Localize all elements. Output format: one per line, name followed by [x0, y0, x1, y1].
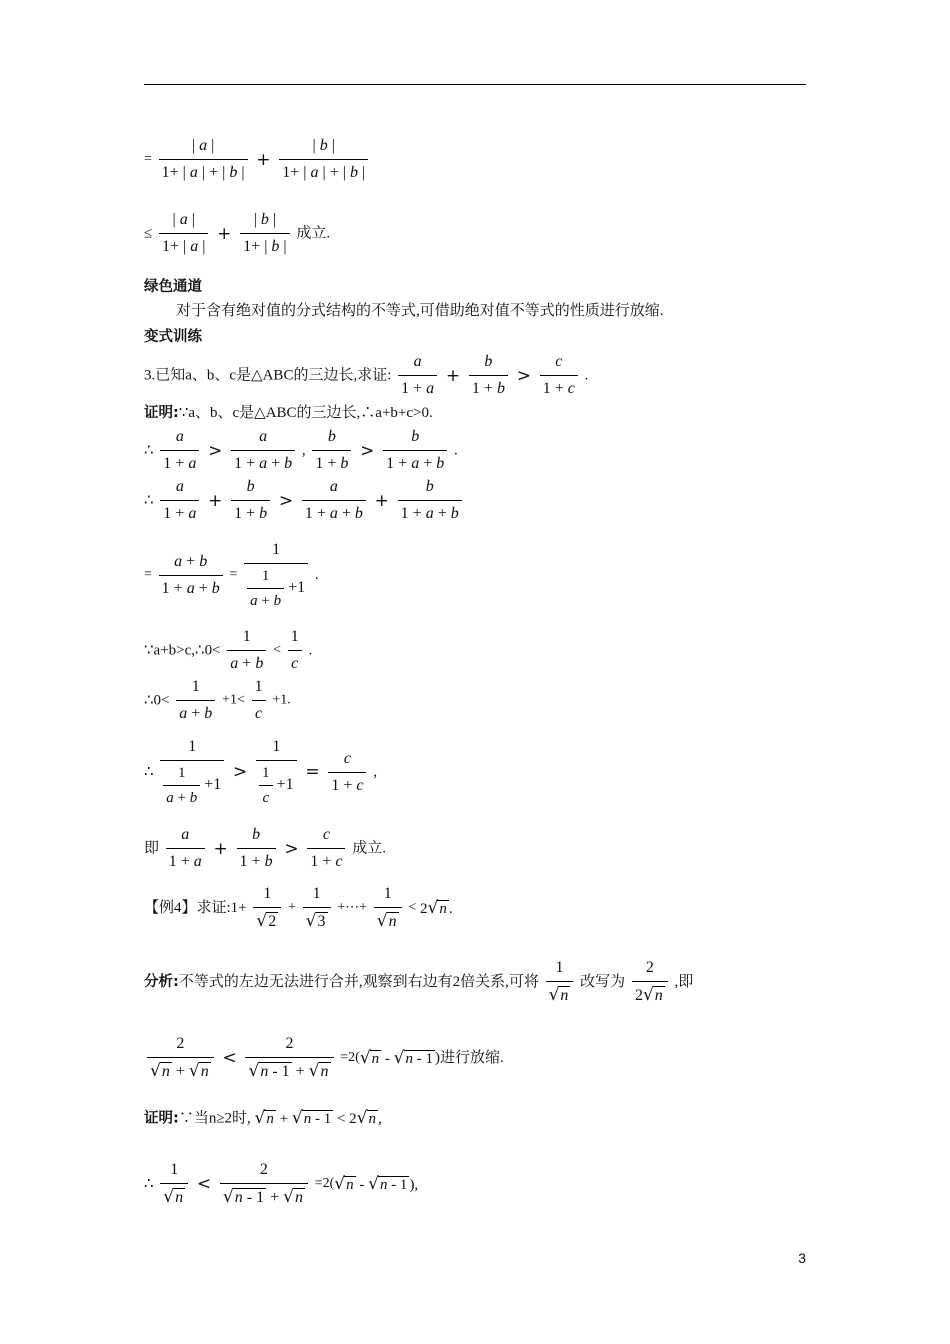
problem-3: 3.已知a、b、c是△ABC的三边长,求证: $\frac{a}{1 + a}$ + $\frac{b}{1 + b}$ > $\frac{c}{1 + c}$ . [144, 353, 589, 397]
analysis: 分析:不等式的左边无法进行合并,观察到右边有2倍关系,可将 $\frac{1}{√n}$ 改写为 $\frac{2}{2√n}$ ,即 [144, 959, 694, 1005]
variant-heading: 变式训练 [144, 329, 202, 345]
therefore-symbol: ∴ [144, 764, 154, 780]
example-4-label: 【例4】 [144, 900, 197, 916]
therefore-symbol: ∴ [144, 1176, 154, 1192]
therefore-symbol: ∴ [144, 442, 154, 459]
example-4-text: 求证:1+ [196, 900, 247, 916]
page-number: 3 [798, 1250, 806, 1266]
chengli-text-2: 成立. [352, 840, 386, 857]
proof-2-line-1: 证明:∵当n≥2时, √n + √n - 1 < 2√n , [144, 1108, 382, 1129]
proof-line-3: ∴ $\frac{a}{1 + a}$ + $\frac{b}{1 + b}$ > $\frac{a}{1 + a + b}$ + $\frac{b}{1 + a + b}$ [144, 477, 465, 524]
proof-line-6: ∴0< $\frac{1}{a + b}$ +1< $\frac{1}{c}$ +1. [144, 678, 291, 722]
proof-line-5: ∵a+b>c,∴0< $\frac{1}{a + b}$ < $\frac{1}{c}$ . [144, 628, 313, 672]
equation-line-1: = $\frac{| a |}{1+ | a | + | b |}$ + $\frac{| b |}{1+ | a | + | b |}$ [144, 136, 371, 183]
proof-label: 证明: [144, 405, 179, 421]
header-rule [144, 84, 806, 85]
proof-line-8: 即 $\frac{a}{1 + a}$ + $\frac{b}{1 + b}$ > $\frac{c}{1 + c}$ 成立. [144, 826, 386, 870]
analysis-text: 不等式的左边无法进行合并,观察到右边有2倍关系,可将 [178, 974, 539, 990]
equation-line-2: ≤ $\frac{| a |}{1+ | a |}$ + $\frac{| b |}{1+ | b |}$ 成立. [144, 211, 331, 255]
proof-line-1 [144, 403, 433, 423]
green-channel-text: 对于含有绝对值的分式结构的不等式,可借助绝对值不等式的性质进行放缩. [176, 303, 664, 319]
fangsuo-text: )进行放缩. [435, 1050, 504, 1066]
proof-2-text: ∵当n≥2时, [178, 1110, 251, 1127]
because-text: ∵a+b>c,∴0< [144, 642, 221, 659]
proof-2-line-2: ∴ $\frac{1}{√n}$ < $\frac{2}{√n - 1 + √n}$ =2(√n - √n - 1 ), [144, 1161, 419, 1207]
ji-text: 即 [144, 840, 160, 857]
leq-symbol: ≤ [144, 225, 153, 242]
analysis-label: 分析: [144, 974, 179, 990]
proof-text-1: ∵a、b、c是△ABC的三边长,∴a+b+c>0. [178, 405, 433, 421]
green-channel-heading: 绿色通道 [144, 279, 202, 295]
therefore-symbol: ∴ [144, 492, 154, 509]
chengli-text: 成立. [296, 225, 331, 242]
example-4: 【例4】求证:1+ $\frac{1}{√2}$ + $\frac{1}{√3}$ +⋯+ $\frac{1}{√n}$ < 2√n . [144, 885, 453, 931]
analysis-line-2: $\frac{2}{√n + √n}$ < $\frac{2}{√n - 1 + √n}$ =2(√n - √n - 1 )进行放缩. [144, 1034, 504, 1082]
proof-label-2: 证明: [144, 1110, 179, 1127]
proof-line-7: ∴ 1 $\frac{1}{a + b}$ +1 > 1 $\frac{1}{c}$ +1 = $\frac{c}{1 + c}$ , [144, 738, 377, 806]
problem-3-text: 3.已知a、b、c是△ABC的三边长,求证: [144, 367, 392, 384]
proof-line-4: = $\frac{a + b}{1 + a + b}$ = 1 $\frac{1}{a + b}$ +1 . [144, 541, 319, 609]
proof-line-2: ∴ $\frac{a}{1 + a}$ > $\frac{a}{1 + a + b}$ , $\frac{b}{1 + b}$ > $\frac{b}{1 + a + b}$ . [144, 428, 458, 472]
analysis-mid: 改写为 [580, 974, 626, 990]
therefore0-text: ∴0< [144, 692, 170, 709]
analysis-end: ,即 [674, 974, 694, 990]
